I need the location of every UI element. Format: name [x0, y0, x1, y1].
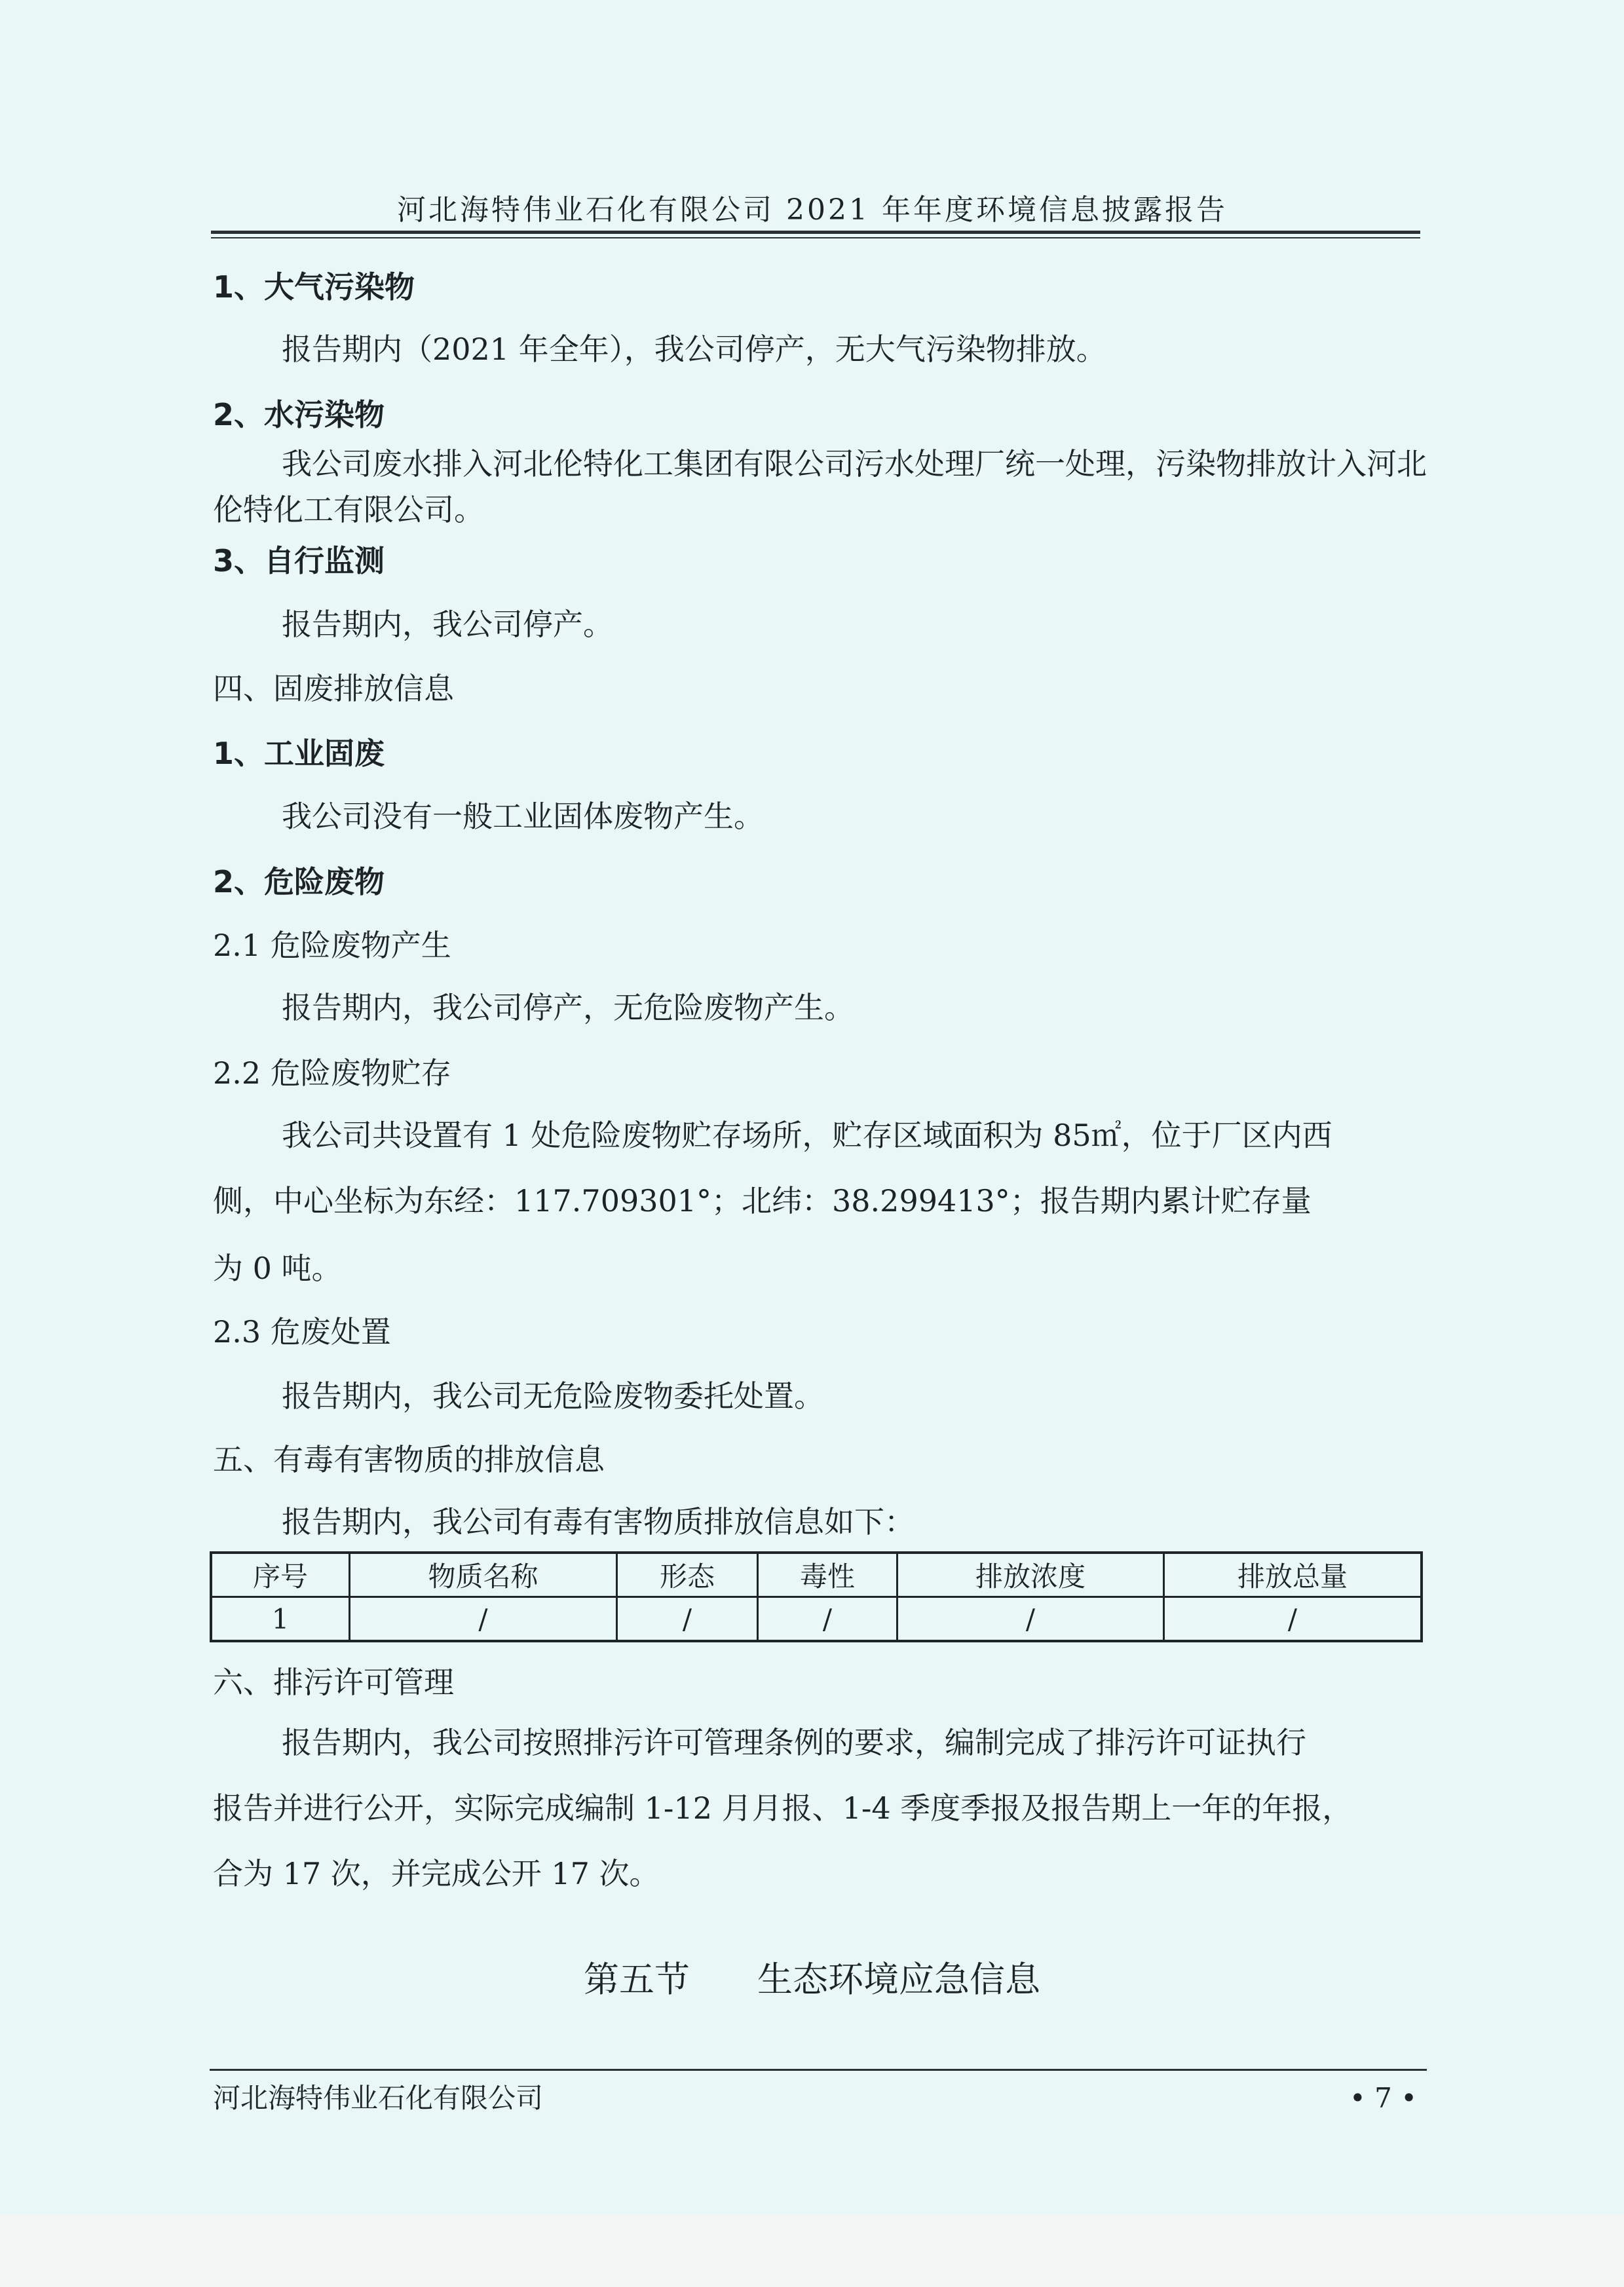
monitor-text: 报告期内，我公司停产。: [282, 607, 613, 642]
table-cell: /: [617, 1597, 758, 1642]
table-cell: 1: [211, 1597, 350, 1642]
hazard-gen-heading: 2.1 危险废物产生: [213, 928, 451, 963]
hazard-store-line3: 为 0 吨。: [213, 1251, 342, 1286]
water-heading: 2、水污染物: [213, 397, 385, 432]
header-rule-thin: [211, 237, 1420, 238]
table-cell: /: [897, 1597, 1164, 1642]
table-header-cell: 形态: [617, 1553, 758, 1597]
hazard-store-heading: 2.2 危险废物贮存: [213, 1055, 451, 1091]
footer-page-number: • 7 •: [1350, 2082, 1417, 2114]
industrial-waste-text: 我公司没有一般工业固体废物产生。: [282, 799, 764, 834]
hazard-store-line1: 我公司共设置有 1 处危险废物贮存场所，贮存区域面积为 85㎡，位于厂区内西: [282, 1118, 1332, 1153]
hazard-waste-heading: 2、危险废物: [213, 864, 385, 899]
table-header-row: [211, 1553, 1422, 1597]
running-header-title: 河北海特伟业石化有限公司 2021 年年度环境信息披露报告: [397, 193, 1228, 227]
section-title: 第五节 生态环境应急信息: [584, 1959, 1040, 2000]
table-cell: /: [350, 1597, 617, 1642]
toxic-substance-table: [210, 1551, 1423, 1642]
industrial-waste-heading: 1、工业固废: [213, 736, 385, 771]
toxic-text: 报告期内，我公司有毒有害物质排放信息如下：: [282, 1504, 915, 1540]
table-header-cell: 排放总量: [1164, 1553, 1422, 1597]
air-heading: 1、大气污染物: [213, 269, 415, 305]
water-text-line2: 伦特化工有限公司。: [213, 492, 484, 527]
table-header-cell: 物质名称: [350, 1553, 617, 1597]
hazard-dispose-text: 报告期内，我公司无危险废物委托处置。: [282, 1378, 824, 1414]
water-text-line1: 我公司废水排入河北伦特化工集团有限公司污水处理厂统一处理，污染物排放计入河北: [282, 446, 1427, 482]
table-cell: /: [758, 1597, 897, 1642]
air-text: 报告期内（2021 年全年），我公司停产，无大气污染物排放。: [282, 331, 1106, 367]
footer-rule: [210, 2069, 1427, 2071]
table-header-cell: 毒性: [758, 1553, 897, 1597]
hazard-gen-text: 报告期内，我公司停产，无危险废物产生。: [282, 990, 854, 1025]
header-rule: [211, 231, 1420, 234]
footer-company: 河北海特伟业石化有限公司: [213, 2082, 544, 2114]
monitor-heading: 3、自行监测: [213, 543, 385, 578]
toxic-heading: 五、有毒有害物质的排放信息: [213, 1442, 605, 1477]
permit-line1: 报告期内，我公司按照排污许可管理条例的要求，编制完成了排污许可证执行: [282, 1725, 1306, 1760]
page-bottom-margin: [0, 2214, 1624, 2287]
permit-line3: 合为 17 次，并完成公开 17 次。: [213, 1856, 660, 1891]
hazard-store-line2: 侧，中心坐标为东经：117.709301°；北纬：38.299413°；报告期内累计贮存量: [213, 1183, 1312, 1219]
solid-waste-heading: 四、固废排放信息: [213, 671, 454, 706]
table-header-cell: 序号: [211, 1553, 350, 1597]
table-row: [211, 1597, 1422, 1642]
permit-heading: 六、排污许可管理: [213, 1665, 454, 1700]
hazard-dispose-heading: 2.3 危废处置: [213, 1314, 391, 1350]
permit-line2: 报告并进行公开，实际完成编制 1-12 月月报、1-4 季度季报及报告期上一年的年报，: [213, 1790, 1353, 1826]
table-cell: /: [1164, 1597, 1422, 1642]
table-header-cell: 排放浓度: [897, 1553, 1164, 1597]
